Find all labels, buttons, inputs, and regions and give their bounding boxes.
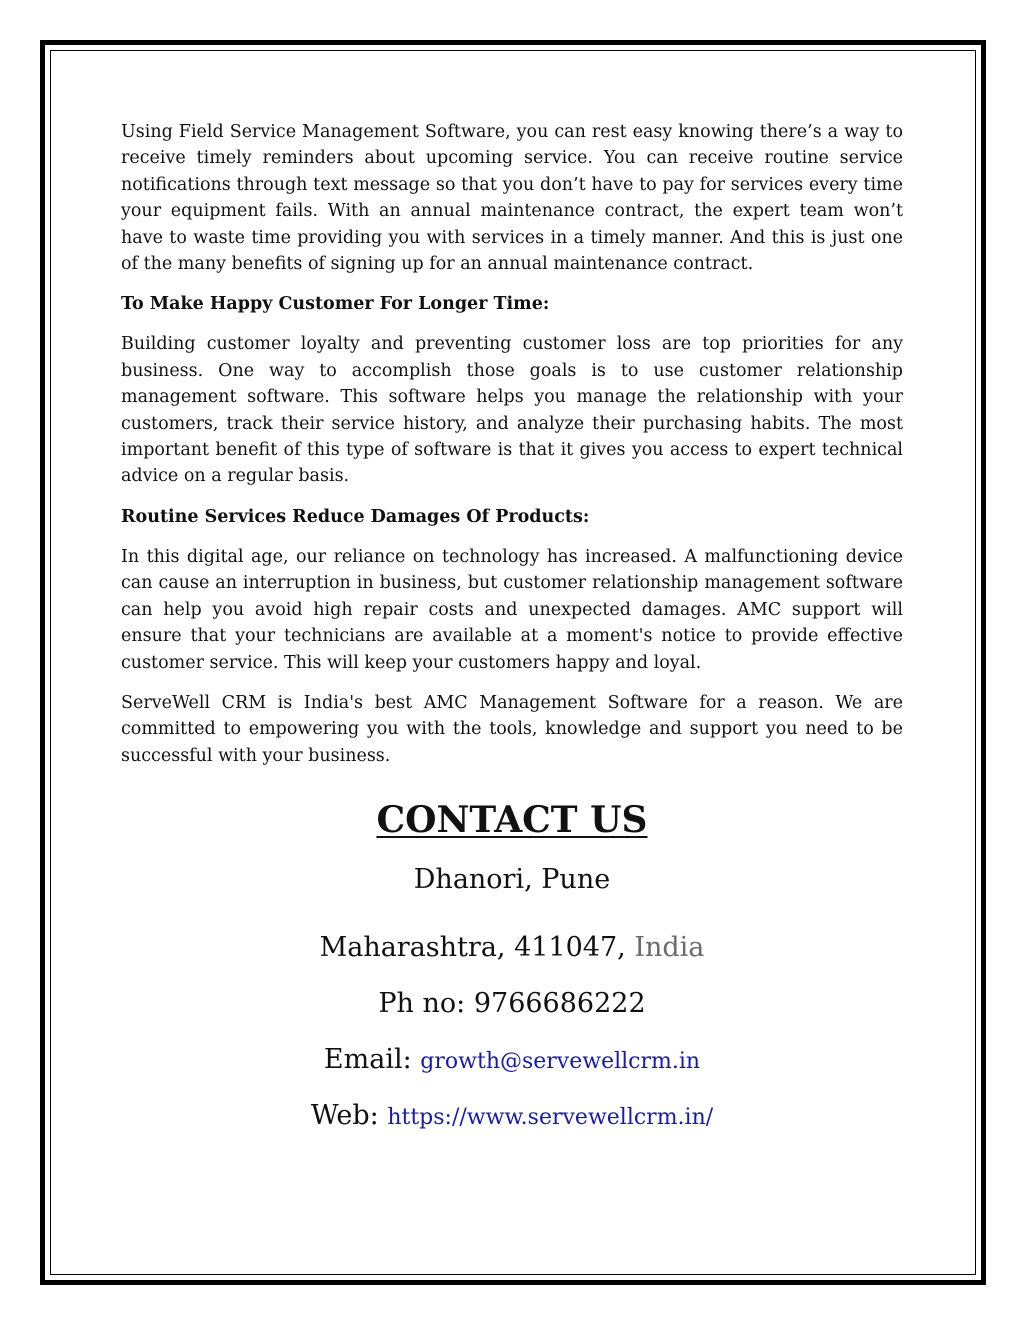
paragraph-servewell: ServeWell CRM is India's best AMC Management Software for a reason. We are committed to empowering you with the tools, knowledge and support you need to be successful with your business. bbox=[121, 692, 903, 766]
contact-phone: Ph no: 9766686222 bbox=[378, 988, 646, 1019]
document-body bbox=[121, 119, 903, 783]
website-link[interactable]: https://www.servewellcrm.in/ bbox=[387, 1105, 714, 1130]
web-label: Web: bbox=[310, 1100, 379, 1131]
paragraph-field-service: Using Field Service Management Software, you can rest easy knowing there’s a way to receive timely reminders about upcoming service. You can receive routine service notifications through text message so that you don’t have to pay for services every time your equipment fails. With an annual maintenance contract, the expert team won’t have to waste time providing you with services in a timely manner. And this is just one of the many benefits of signing up for an annual maintenance contract. bbox=[121, 122, 903, 275]
contact-web-row bbox=[121, 1098, 903, 1136]
paragraph-digital-age: In this digital age, our reliance on technology has increased. A malfunctioning device can cause an interruption in business, but customer relationship management software can help you avoid high repair costs and unexpected damages. AMC support will ensure that your technicians are available at a moment's notice to provide effective customer service. This will keep your customers happy and loyal. bbox=[121, 546, 903, 673]
heading-happy-customer: To Make Happy Customer For Longer Time: bbox=[121, 294, 550, 315]
heading-routine-services: Routine Services Reduce Damages Of Products: bbox=[121, 506, 590, 527]
contact-country: India bbox=[634, 932, 705, 963]
email-label: Email: bbox=[323, 1044, 412, 1075]
contact-address bbox=[121, 930, 903, 966]
contact-city: Dhanori, Pune bbox=[413, 864, 611, 895]
contact-title: CONTACT US bbox=[376, 799, 648, 841]
contact-email-row bbox=[121, 1042, 903, 1080]
email-link[interactable]: growth@servewellcrm.in bbox=[420, 1049, 701, 1074]
paragraph-customer-loyalty: Building customer loyalty and preventing customer loss are top priorities for any business. One way to accomplish those goals is to use customer relationship management software. This software helps you manage the relationship with your customers, track their service history, and analyze their purchasing habits. The most important benefit of this type of software is that it gives you access to expert technical advice on a regular basis. bbox=[121, 334, 903, 487]
contact-state: Maharashtra, 411047, bbox=[319, 932, 626, 963]
